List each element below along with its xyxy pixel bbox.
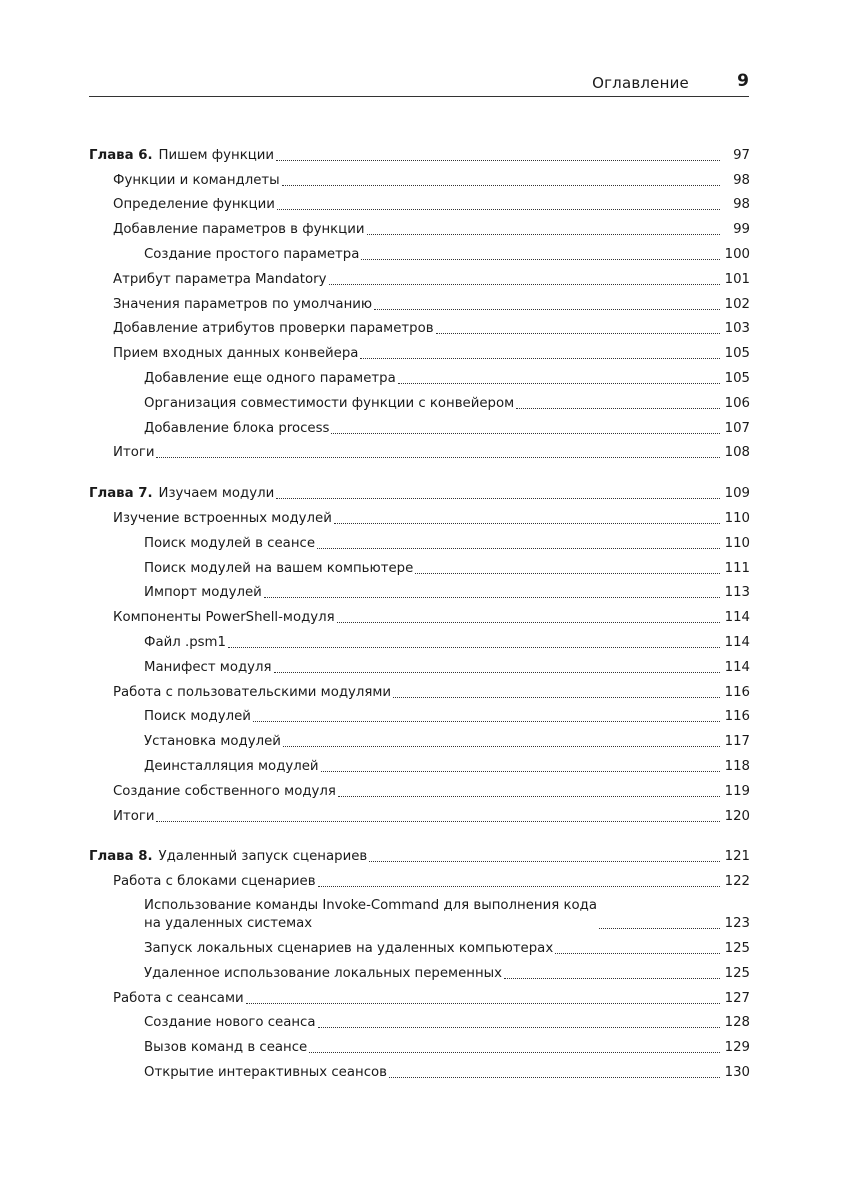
page-number: 122 [724,874,750,890]
entry-title: Изучение встроенных модулей [113,510,332,526]
header-page-number: 9 [737,71,749,91]
entry-title: Импорт модулей [144,585,262,601]
page-number: 123 [724,916,750,932]
page-number: 108 [724,445,750,461]
dot-leader [393,687,720,698]
entry-title: Значения параметров по умолчанию [113,296,373,312]
dot-leader [555,943,720,954]
page-number: 121 [724,849,750,865]
page-number: 111 [724,560,750,576]
toc-entry[interactable] [89,413,750,438]
page-number: 116 [724,684,750,700]
entry-title: Добавление еще одного параметра [144,370,396,386]
page-number: 103 [724,321,750,337]
chapter-label: Глава 6. [89,147,153,163]
toc-entry[interactable] [89,866,750,891]
entry-title: Поиск модулей [144,709,251,725]
dot-leader [276,488,720,499]
chapter-label: Глава 8. [89,849,153,865]
chapter-title: Пишем функции [158,147,275,163]
page-number: 129 [724,1040,750,1056]
entry-title: Поиск модулей в сеансе [144,535,316,551]
entry-title: Компоненты PowerShell-модуля [113,610,335,626]
toc-entry[interactable] [89,578,750,603]
toc-entry[interactable] [89,214,750,239]
page-number: 99 [733,222,750,238]
chapter-label: Глава 7. [89,486,153,502]
entry-title: Поиск модулей на вашем компьютере [144,560,414,576]
dot-leader [318,876,720,887]
dot-leader [361,249,720,260]
entry-title: Создание нового сеанса [144,1015,316,1031]
toc-entry[interactable] [89,438,750,463]
toc-entry[interactable] [89,958,750,983]
entry-title: Добавление блока process [144,420,330,436]
entry-title: Удаленное использование локальных переменных [144,965,503,981]
page-number: 98 [733,197,750,213]
dot-leader [360,348,720,359]
page-number: 117 [724,734,750,750]
running-header [89,70,749,97]
dot-leader [282,175,720,186]
dot-leader [156,811,720,822]
page-number: 101 [724,271,750,287]
dot-leader [374,299,720,310]
page-number: 97 [733,147,750,163]
entry-title: Итоги [113,808,155,824]
entry-title: Атрибут параметра Mandatory [113,271,327,287]
page-number: 113 [724,585,750,601]
dot-leader [309,1042,720,1053]
toc-entry[interactable] [89,314,750,339]
dot-leader [504,968,720,979]
dot-leader [398,373,720,384]
entry-title-continuation: на удаленных системах [144,916,313,932]
page-number: 120 [724,808,750,824]
toc-entry[interactable] [89,652,750,677]
entry-title: Добавление атрибутов проверки параметров [113,321,434,337]
toc-entry[interactable] [89,627,750,652]
page-number: 110 [724,535,750,551]
dot-leader [317,538,720,549]
dot-leader [599,918,720,929]
page-number: 116 [724,709,750,725]
entry-title: Организация совместимости функции с конвейером [144,395,515,411]
page-number: 109 [724,486,750,502]
entry-title: Файл .psm1 [144,634,226,650]
chapter-entry[interactable] [89,140,750,165]
entry-title: Открытие интерактивных сеансов [144,1064,387,1080]
toc-entry[interactable] [89,677,750,702]
dot-leader [283,736,720,747]
chapter-title: Удаленный запуск сценариев [158,849,368,865]
entry-title: Работа с сеансами [113,990,244,1006]
toc-entry[interactable] [89,338,750,363]
page-number: 98 [733,172,750,188]
dot-leader [436,323,720,334]
toc-entry[interactable] [89,1008,750,1033]
toc-entry[interactable] [89,553,750,578]
page-number: 125 [724,940,750,956]
page-number: 105 [724,346,750,362]
entry-title: Создание простого параметра [144,246,360,262]
toc-entry[interactable] [89,983,750,1008]
toc-entry[interactable] [89,891,750,933]
page-number: 102 [724,296,750,312]
entry-title: Итоги [113,445,155,461]
toc-entry[interactable] [89,933,750,958]
toc-entry[interactable] [89,503,750,528]
dot-leader [156,447,720,458]
toc-entry[interactable] [89,1032,750,1057]
toc-entry[interactable] [89,165,750,190]
toc-entry[interactable] [89,702,750,727]
chapter-entry[interactable] [89,842,750,867]
toc-entry[interactable] [89,1057,750,1082]
dot-leader [274,662,720,673]
dot-leader [389,1067,720,1078]
entry-title: Функции и командлеты [113,172,280,188]
page-number: 107 [724,420,750,436]
page-number: 127 [724,990,750,1006]
entry-title: Деинсталляция модулей [144,758,319,774]
toc-entry[interactable] [89,289,750,314]
toc-entry[interactable] [89,602,750,627]
toc-entry[interactable] [89,801,750,826]
dot-leader [369,851,720,862]
page-number: 118 [724,758,750,774]
toc-entry[interactable] [89,751,750,776]
toc-entry[interactable] [89,264,750,289]
dot-leader [337,612,720,623]
dot-leader [264,587,720,598]
dot-leader [246,993,720,1004]
entry-title: Прием входных данных конвейера [113,346,359,362]
dot-leader [516,398,720,409]
dot-leader [228,637,720,648]
entry-title: Определение функции [113,197,275,213]
entry-title: Установка модулей [144,734,281,750]
page-number: 100 [724,246,750,262]
dot-leader [253,711,720,722]
page-number: 114 [724,659,750,675]
toc-entry[interactable] [89,190,750,215]
page-number: 105 [724,370,750,386]
dot-leader [367,224,720,235]
chapter-spacer [89,462,750,478]
page-number: 128 [724,1015,750,1031]
dot-leader [338,786,720,797]
chapter-title: Изучаем модули [158,486,275,502]
dot-leader [331,423,720,434]
dot-leader [334,513,720,524]
header-title: Оглавление [592,74,689,92]
table-of-contents [89,140,750,1082]
toc-entry[interactable] [89,388,750,413]
toc-entry[interactable] [89,776,750,801]
page-number: 130 [724,1064,750,1080]
entry-title: Использование команды Invoke-Command для выполнения кода [144,898,597,914]
entry-title: Работа с блоками сценариев [113,874,316,890]
dot-leader [415,563,720,574]
toc-entry[interactable] [89,528,750,553]
toc-entry[interactable] [89,726,750,751]
toc-entry[interactable] [89,363,750,388]
entry-title: Работа с пользовательскими модулями [113,684,392,700]
page-number: 125 [724,965,750,981]
chapter-spacer [89,826,750,842]
page-number: 114 [724,634,750,650]
entry-title: Вызов команд в сеансе [144,1040,308,1056]
page-number: 119 [724,783,750,799]
chapter-entry[interactable] [89,478,750,503]
entry-title: Запуск локальных сценариев на удаленных компьютерах [144,940,554,956]
toc-entry[interactable] [89,239,750,264]
entry-title: Создание собственного модуля [113,783,336,799]
page-number: 110 [724,510,750,526]
entry-title: Добавление параметров в функции [113,222,365,238]
entry-title: Манифест модуля [144,659,272,675]
dot-leader [276,150,720,161]
dot-leader [318,1017,720,1028]
dot-leader [321,761,720,772]
page-number: 106 [724,395,750,411]
dot-leader [329,274,721,285]
dot-leader [277,199,720,210]
page-number: 114 [724,610,750,626]
